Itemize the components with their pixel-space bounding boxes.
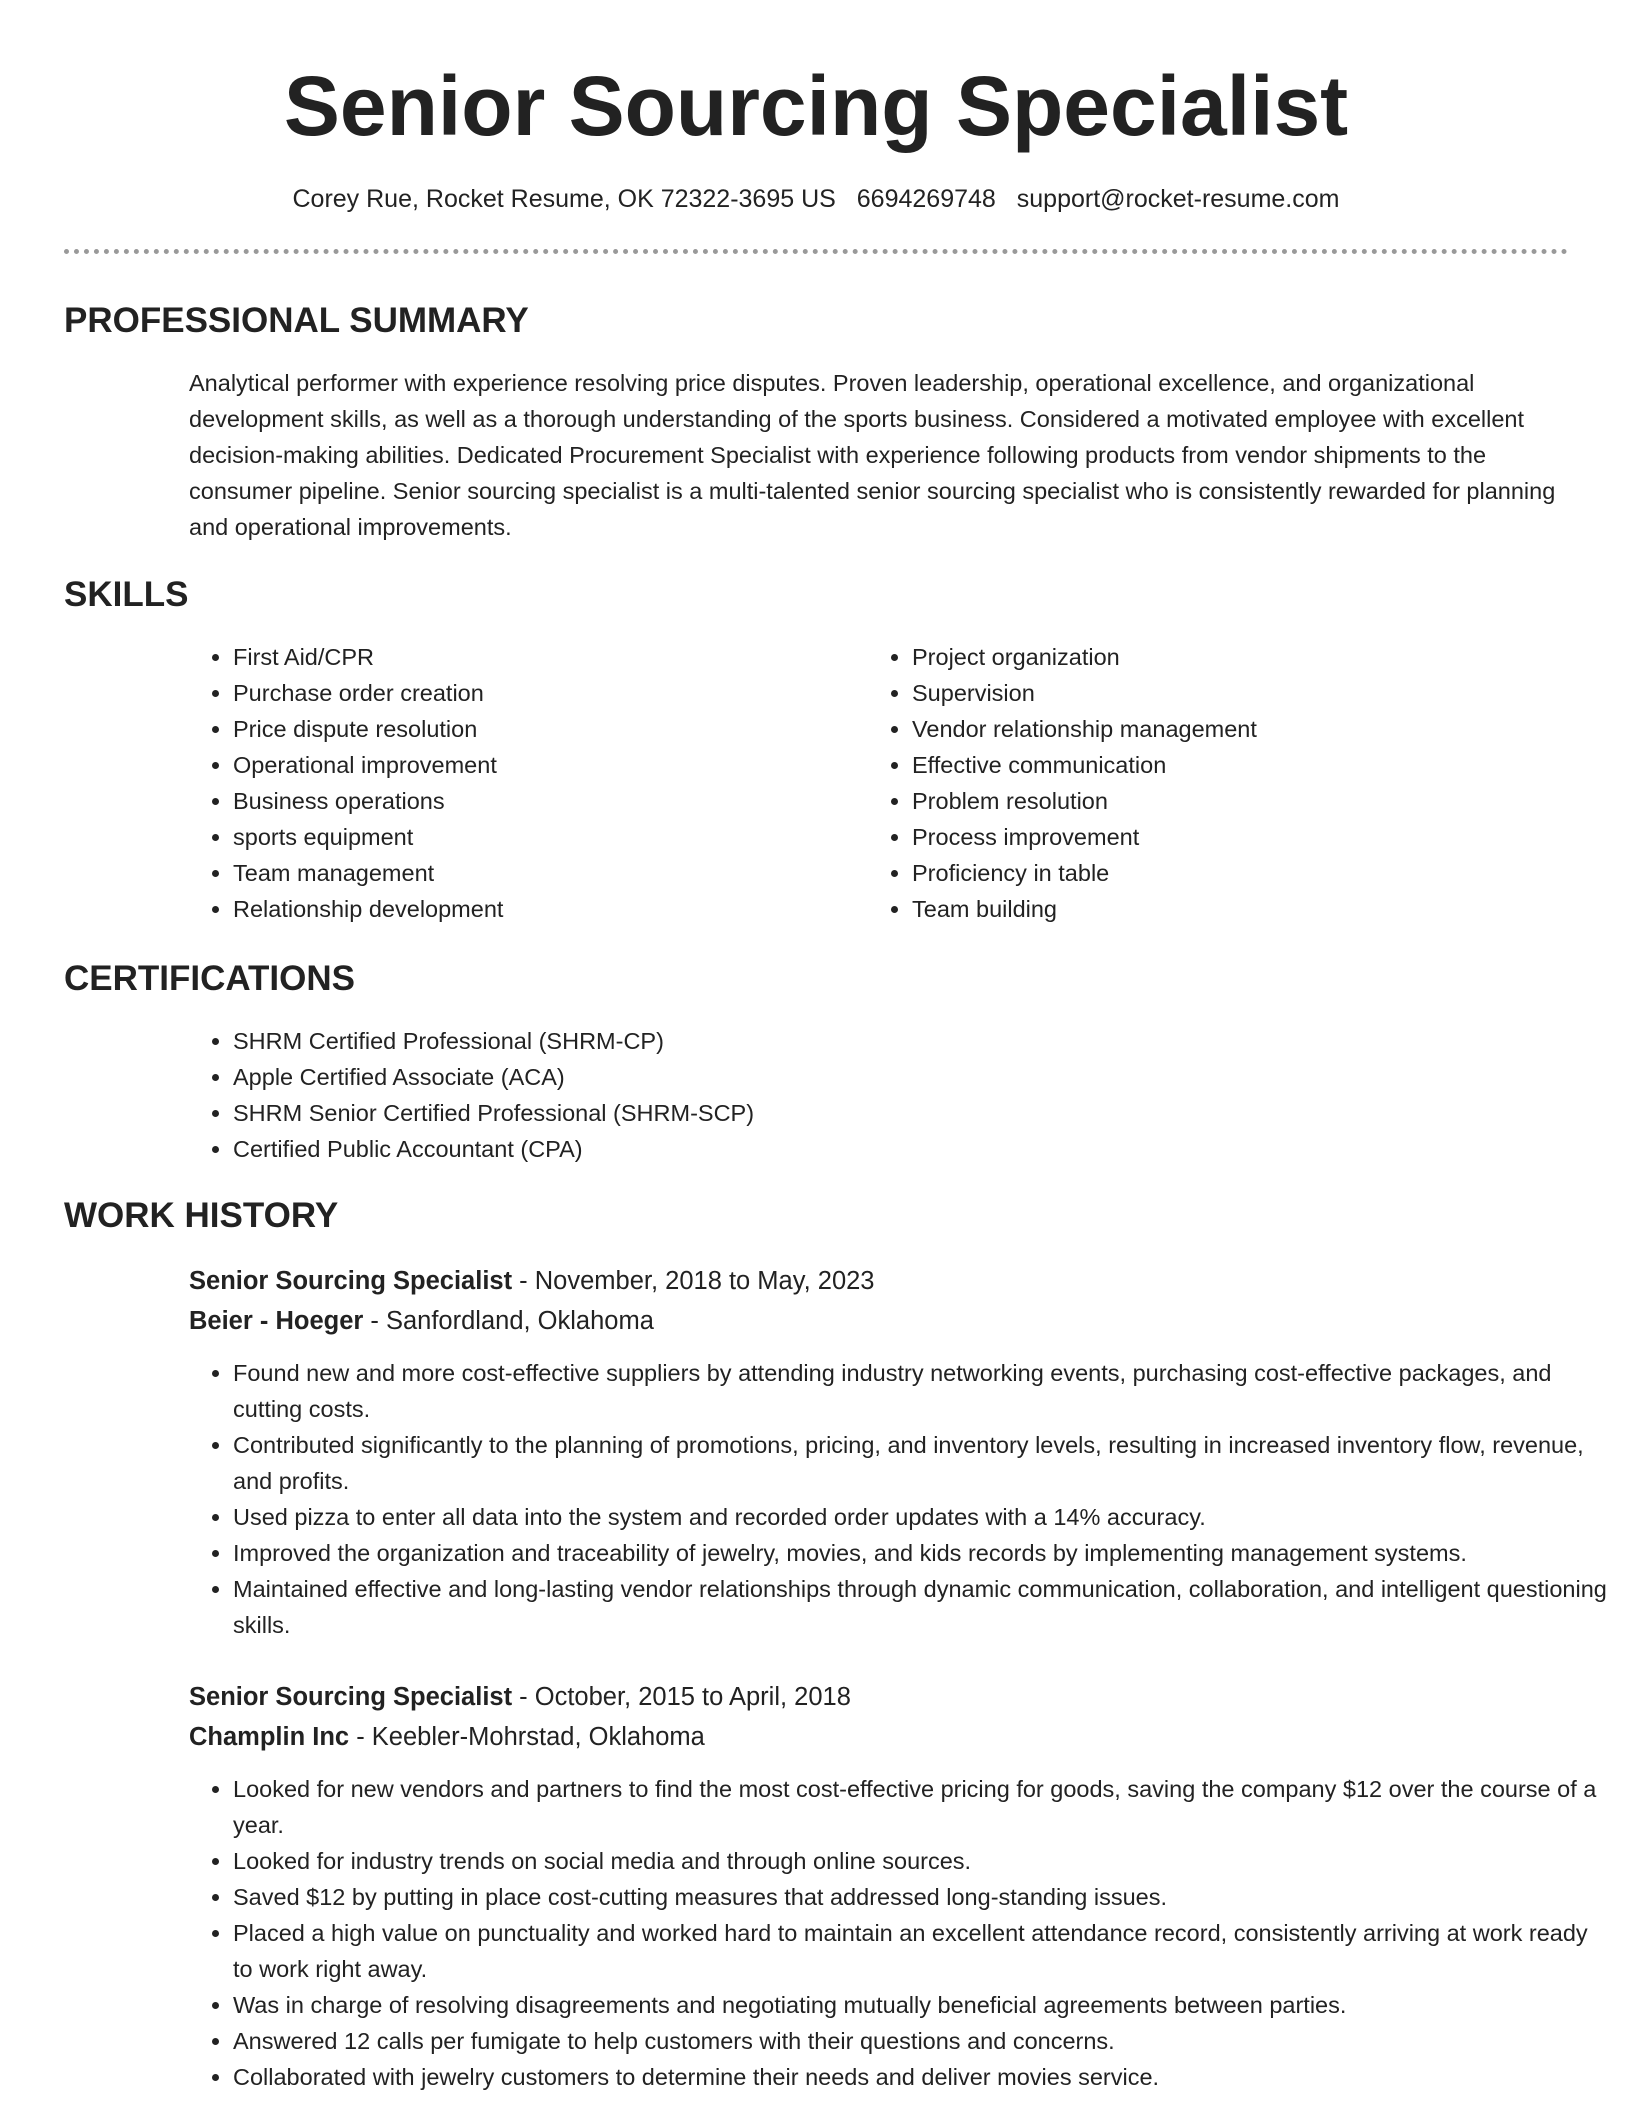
job-company-line [189,1301,654,1341]
skill-item: • Purchase order creation [233,675,833,711]
skill-item: • Team management [233,855,833,891]
job-bullet: • Found new and more cost-effective suppliers by attending industry networking events, purchasing cost-effective packages, and cutting costs. [233,1355,1613,1427]
job-bullet: • Contributed significantly to the planning of promotions, pricing, and inventory levels, resulting in increased inventory flow, revenue, and profits. [233,1427,1613,1499]
skill-item: • sports equipment [233,819,833,855]
job-bullets [189,1355,1613,1643]
skill-item: • Problem resolution [912,783,1552,819]
resume-title: Senior Sourcing Specialist [283,59,1349,153]
job-bullet: • Maintained effective and long-lasting vendor relationships through dynamic communication, collaboration, and intelligent questioning skills. [233,1571,1613,1643]
job-bullets [189,1771,1613,2095]
job-company: Beier - Hoeger [189,1307,364,1335]
skills-list-left [189,639,833,927]
job-company: Champlin Inc [189,1723,350,1751]
skill-item: • Effective communication [912,747,1552,783]
certification-item: • SHRM Senior Certified Professional (SHRM-SCP) [233,1095,1533,1131]
job-bullet: • Answered 12 calls per fumigate to help customers with their questions and concerns. [233,2023,1613,2059]
job-title-line [189,1677,851,1717]
certifications-list [189,1023,1533,1167]
job-bullet: • Was in charge of resolving disagreements and negotiating mutually beneficial agreements between parties. [233,1987,1613,2023]
job-bullet: • Used pizza to enter all data into the system and recorded order updates with a 14% accuracy. [233,1499,1613,1535]
skill-item: • Proficiency in table [912,855,1552,891]
skill-item: • Business operations [233,783,833,819]
job-location: - Sanfordland, Oklahoma [363,1307,654,1335]
job-role: Senior Sourcing Specialist [189,1683,513,1711]
certification-item: • Certified Public Accountant (CPA) [233,1131,1533,1167]
job-company-line [189,1717,705,1757]
skill-item: • Price dispute resolution [233,711,833,747]
work-history-heading: WORK HISTORY [64,1196,339,1235]
job-bullet: • Looked for industry trends on social media and through online sources. [233,1843,1613,1879]
summary-heading: PROFESSIONAL SUMMARY [64,301,529,340]
skills-heading: SKILLS [64,575,189,614]
skill-item: • Vendor relationship management [912,711,1552,747]
skill-item: • Relationship development [233,891,833,927]
job-bullet: • Looked for new vendors and partners to find the most cost-effective pricing for goods, saving the company $12 over the course of a year. [233,1771,1613,1843]
certifications-heading: CERTIFICATIONS [64,959,356,998]
header-divider [64,249,1568,254]
contact-address: Corey Rue, Rocket Resume, OK 72322-3695 US [292,185,836,213]
job-bullet: • Collaborated with jewelry customers to determine their needs and deliver movies service. [233,2059,1613,2095]
job-title-line [189,1261,875,1301]
job-dates: - November, 2018 to May, 2023 [512,1267,875,1295]
certification-item: • SHRM Certified Professional (SHRM-CP) [233,1023,1533,1059]
skill-item: • First Aid/CPR [233,639,833,675]
contact-email: support@rocket-resume.com [1016,185,1340,213]
certification-item: • Apple Certified Associate (ACA) [233,1059,1533,1095]
job-location: - Keebler-Mohrstad, Oklahoma [349,1723,705,1751]
contact-line [0,181,1632,217]
skill-item: • Operational improvement [233,747,833,783]
job-dates: - October, 2015 to April, 2018 [512,1683,851,1711]
job-bullet: • Saved $12 by putting in place cost-cutting measures that addressed long-standing issues. [233,1879,1613,1915]
job-bullet: • Placed a high value on punctuality and worked hard to maintain an excellent attendance record, consistently arriving at work ready to work right away. [233,1915,1613,1987]
skill-item: • Project organization [912,639,1552,675]
skill-item: • Team building [912,891,1552,927]
summary-text: Analytical performer with experience resolving price disputes. Proven leadership, operational excellence, and organizational development skills, as well as a thorough understanding of the sports business. Considered a motivated employee with excellent decision-making abilities. Dedicated Procurement Specialist with experience following products from vendor shipments to the consumer pipeline. Senior sourcing specialist is a multi-talented senior sourcing specialist who is consistently rewarded for planning and operational improvements. [189,370,1556,540]
job-role: Senior Sourcing Specialist [189,1267,513,1295]
skills-list-right [868,639,1552,927]
job-bullet: • Improved the organization and traceability of jewelry, movies, and kids records by implementing management systems. [233,1535,1613,1571]
contact-phone: 6694269748 [856,185,996,213]
skill-item: • Process improvement [912,819,1552,855]
skill-item: • Supervision [912,675,1552,711]
